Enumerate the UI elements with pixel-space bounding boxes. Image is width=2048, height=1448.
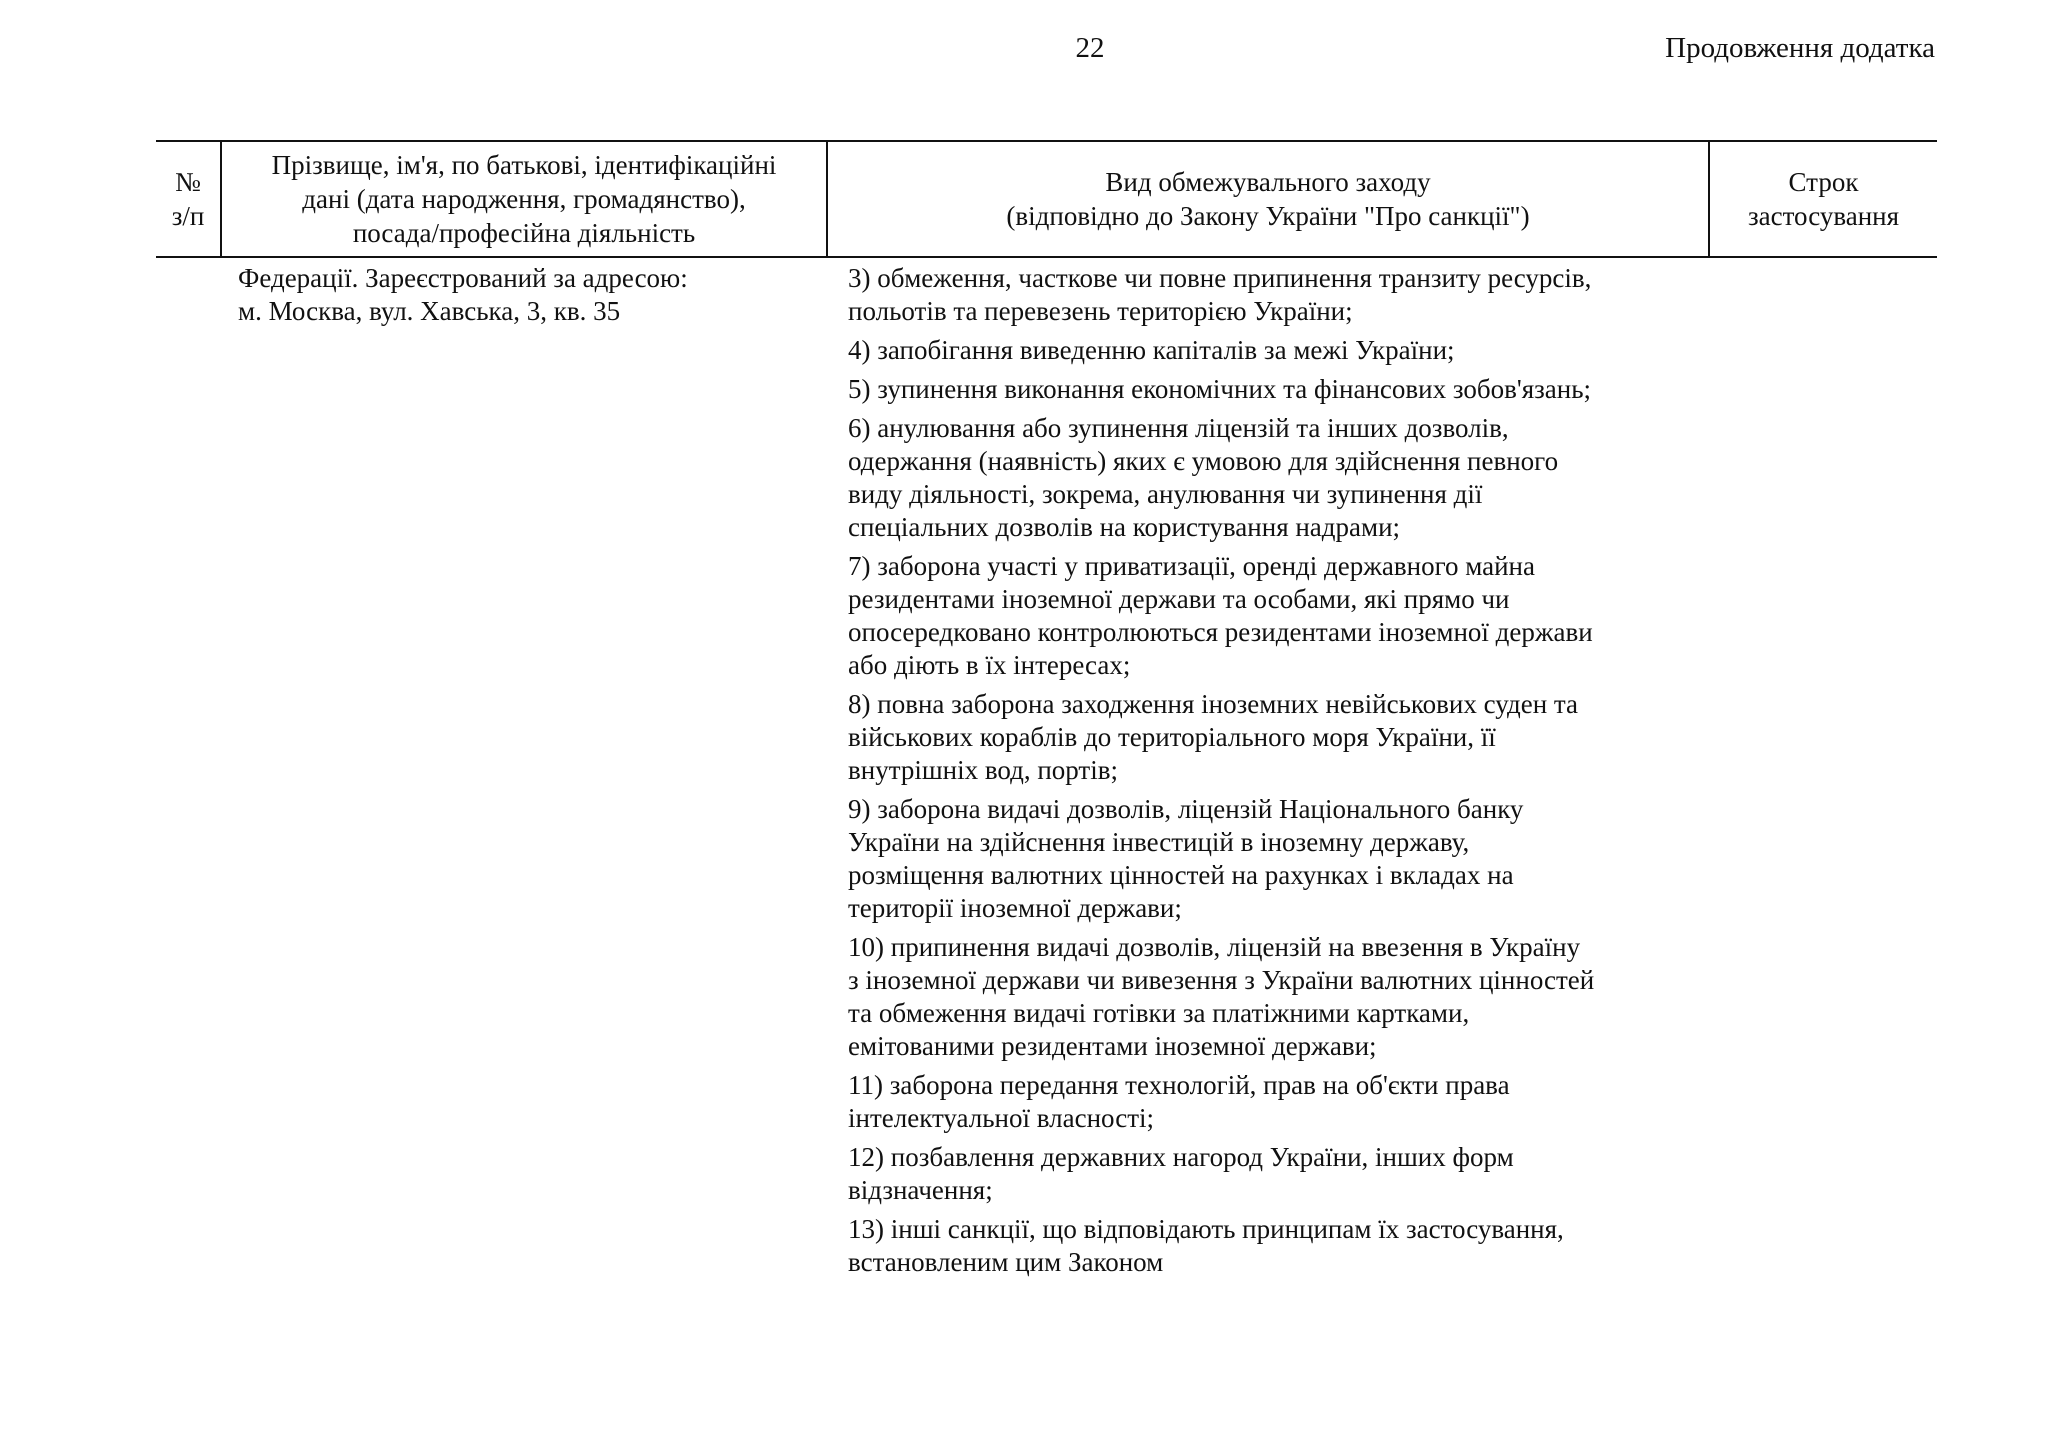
measure-line: польотів та перевезень територією України;: [848, 296, 1353, 326]
measure-line: території іноземної держави;: [848, 893, 1182, 923]
table-header-row: [156, 140, 1937, 258]
measure-line: одержання (наявність) яких є умовою для здійснення певного: [848, 446, 1559, 476]
cell-person: [156, 258, 828, 1285]
header-measure: Вид обмежувального заходу (відповідно до Закону України "Про санкції"): [828, 142, 1710, 256]
person-line: м. Москва, вул. Хавська, 3, кв. 35: [238, 296, 621, 326]
measure-line: резидентами іноземної держави та особами, які прямо чи: [848, 584, 1510, 614]
measure-line: спеціальних дозволів на користування надрами;: [848, 512, 1401, 542]
measure-item: [848, 412, 1710, 544]
measure-line: 3) обмеження, часткове чи повне припинення транзиту ресурсів,: [848, 263, 1592, 293]
measure-line: 4) запобігання виведенню капіталів за межі України;: [848, 335, 1455, 365]
measure-line: або діють в їх інтересах;: [848, 650, 1131, 680]
measure-item: [848, 550, 1710, 682]
measure-line: опосередковано контролюються резидентами іноземної держави: [848, 617, 1593, 647]
measure-line: України на здійснення інвестицій в іноземну державу,: [848, 827, 1470, 857]
measure-line: 8) повна заборона заходження іноземних невійськових суден та: [848, 689, 1579, 719]
measure-item: [848, 793, 1710, 925]
measure-line: інтелектуальної власності;: [848, 1103, 1154, 1133]
measure-item: [848, 688, 1710, 787]
measure-line: емітованими резидентами іноземної держави;: [848, 1031, 1377, 1061]
measure-item: [848, 931, 1710, 1063]
measure-line: та обмеження видачі готівки за платіжними картками,: [848, 998, 1470, 1028]
measure-line: 7) заборона участі у приватизації, оренді державного майна: [848, 551, 1535, 581]
measure-item: [848, 262, 1710, 328]
measure-line: розміщення валютних цінностей на рахунках і вкладах на: [848, 860, 1514, 890]
measure-line: 9) заборона видачі дозволів, ліцензій Національного банку: [848, 794, 1524, 824]
measure-line: виду діяльності, зокрема, анулювання чи зупинення дії: [848, 479, 1483, 509]
continuation-label: Продовження додатка: [1665, 32, 1935, 64]
person-line: Федерації. Зареєстрований за адресою:: [238, 263, 688, 293]
measure-item: [848, 1213, 1710, 1279]
measure-line: встановленим цим Законом: [848, 1247, 1164, 1277]
measure-item: [848, 1141, 1710, 1207]
sanctions-table: [156, 140, 1937, 1285]
header-number: № з/п: [156, 142, 222, 256]
table-row: [156, 258, 1937, 1285]
page-number: 22: [1075, 32, 1105, 64]
measure-line: 10) припинення видачі дозволів, ліцензій на ввезення в Україну: [848, 932, 1581, 962]
measure-line: 5) зупинення виконання економічних та фінансових зобов'язань;: [848, 374, 1592, 404]
cell-term: [1710, 258, 1937, 1285]
measure-line: 11) заборона передання технологій, прав на об'єкти права: [848, 1070, 1510, 1100]
measure-line: з іноземної держави чи вивезення з України валютних цінностей: [848, 965, 1595, 995]
measure-item: [848, 1069, 1710, 1135]
measure-line: 6) анулювання або зупинення ліцензій та інших дозволів,: [848, 413, 1509, 443]
measure-item: [848, 334, 1710, 367]
measure-line: відзначення;: [848, 1175, 993, 1205]
measure-line: військових кораблів до територіального моря України, її: [848, 722, 1496, 752]
measure-line: 13) інші санкції, що відповідають принципам їх застосування,: [848, 1214, 1564, 1244]
measure-item: [848, 373, 1710, 406]
measure-line: 12) позбавлення державних нагород України, інших форм: [848, 1142, 1514, 1172]
cell-measures: [828, 258, 1710, 1285]
header-term: Строк застосування: [1747, 167, 1900, 231]
measure-line: внутрішніх вод, портів;: [848, 755, 1118, 785]
header-person: Прізвище, ім'я, по батькові, ідентифікаційні дані (дата народження, громадянство), посада/професійна діяльність: [222, 142, 828, 256]
